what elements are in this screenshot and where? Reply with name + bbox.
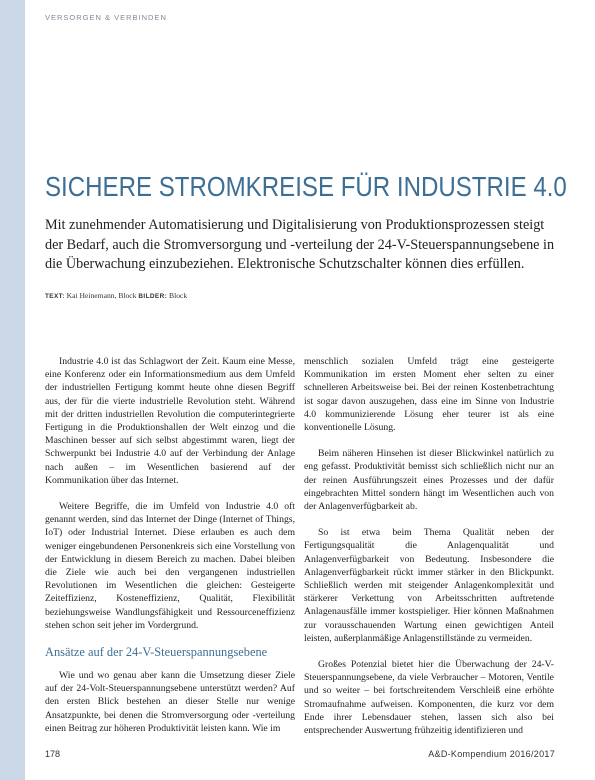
paragraph: Beim näheren Hinsehen ist dieser Blickwinkel natürlich zu eng gefasst. Produktivität bemisst sich schließlich nicht nur an der reinen Ausführungszeit eines Prozesses und der dafür eingebrachten Mittel sondern hängt im Wesentlichen auch von der Anlagenverfügbarkeit ab. [304,448,554,513]
side-color-bar [0,0,25,780]
article-lead: Mit zunehmender Automatisierung und Digitalisierung von Produktionsprozessen steigt der Bedarf, auch die Stromversorgung und -verteilung der 24-V-Steuerspannungsebene in die Überwachung einzubeziehen. Elektronische Schutzschalter können dies erfüllen. [45,217,555,272]
section-label: VERSORGEN & VERBINDEN [45,13,167,22]
left-column [45,355,295,748]
paragraph: Wie und wo genau aber kann die Umsetzung dieser Ziele auf der 24-Volt-Steuerspannungsebene unterstützt werden? Auf den ersten Blick bestehen an dieser Stelle nur wenige Ansatzpunkte, bei denen die Stromversorgung oder -verteilung einen Beitrag zur höheren Produktivität leisten kann. Wie im [45,670,295,734]
paragraph: Großes Potenzial bietet hier die Überwachung der 24-V-Steuerspannungsebene, da viele Verbraucher – Motoren, Ventile und so weiter – bei fortschreitendem Verschleiß eine erhöhte Stromaufnahme aufweisen. Komponenten, die kurz vor dem Ende ihrer Lebensdauer stehen, lassen sich also bei entsprechender Auswertung frühzeitig identifizieren und [304,659,554,737]
article-credits [45,291,187,300]
paragraph: So ist etwa beim Thema Qualität neben der Fertigungsqualität die Anlagenqualität und Anlagenverfügbarkeit von Bedeutung. Insbesondere die Anlagenverfügbarkeit rückt immer stärker in den Blickpunkt. Schließlich werden mit steigender Anlagenkomplexität und stärkerer Verkettung von Arbeitsschritten auftretende Anlagenausfälle immer kostspieliger. Hier können Maßnahmen zur vorausschauenden Wartung einen gewichtigen Anteil leisten, außerplanmäßige Anlagenstillstände zu vermeiden. [304,527,554,644]
page-number: 178 [45,749,61,759]
subheading: Ansätze auf der 24-V-Steuerspannungsebene [45,645,268,660]
publication-name: A&D-Kompendium 2016/2017 [428,749,555,759]
credits-text-value: Kai Heinemann, Block [66,291,137,300]
paragraph: menschlich sozialen Umfeld trägt eine gesteigerte Kommunikation im ersten Moment eher selten zu einer schnelleren Arbeitsweise bei. Bei der reinen Kostenbetrachtung ist sogar davon auszugehen, dass eine im Sinne von Industrie 4.0 kommunizierende Lösung eher teurer ist als eine konventionelle Lösung. [304,356,554,434]
credits-images-value: Block [169,291,188,300]
credits-text-label: TEXT: [45,293,65,300]
right-column [304,355,554,750]
paragraph: Industrie 4.0 ist das Schlagwort der Zeit. Kaum eine Messe, eine Konferenz oder ein Informationsmedium aus dem Umfeld der industriellen Fertigung kommt heute ohne diesen Begriff aus, der für die vierte industrielle Revolution steht. Während mit der dritten industriellen Revolution die computerintegrierte Fertigung in die Produktionshallen der Welt einzog und die Maschinen besser auf sich selbst abgestimmt waren, liegt der Schwerpunkt bei Industrie 4.0 auf der Verbindung der Anlage nach außen – im Wesentlichen basierend auf der Kommunikation über das Internet. [45,356,295,486]
credits-images-label: BILDER: [138,293,168,300]
article-title: SICHERE STROMKREISE FÜR INDUSTRIE 4.0 [45,171,567,202]
paragraph: Weitere Begriffe, die im Umfeld von Industrie 4.0 oft genannt werden, sind das Internet der Dinge (Internet of Things, IoT) oder Industrial Internet. Diese erlauben es auch dem weniger eingebundenen Personenkreis sich eine Vorstellung von der Entwicklung in diesem Bereich zu machen. Dabei bleiben die Ziele wie auch bei den vergangenen industriellen Revolutionen im Wesentlichen die gleichen: Gesteigerte Zeiteffizienz, Kosteneffizienz, Qualität, Flexibilität beziehungsweise Wandlungsfähigkeit und Ressourceneffizienz stehen schon seit jeher im Vordergrund. [45,501,295,631]
